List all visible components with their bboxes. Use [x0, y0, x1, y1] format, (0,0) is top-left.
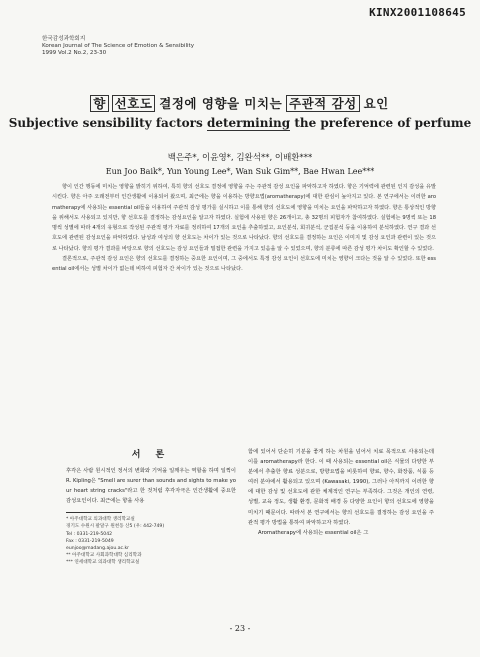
- title-english: [0, 116, 480, 130]
- footnote-affiliation-3: *** 연세대학교 의과대학 생리학교실: [66, 559, 140, 565]
- journal-english-name: Korean Journal of The Science of Emotion & Sensibility: [42, 43, 195, 50]
- journal-korean-name: 한국감성과학회지: [42, 36, 86, 42]
- intro-right-paragraph-2: Aromatherapy에 사용되는 essential oil은 그: [258, 529, 369, 536]
- footnote-email: eunjoo@madang.ajou.ac.kr: [66, 545, 130, 551]
- intro-left-korean-2: "라고 한 것처럼 후각자극은 인간생활에 중요한 감성요인이다. 최근에는 향을 사용: [66, 488, 237, 505]
- journal-issue: 1999 Vol.2 No.2, 23-30: [42, 50, 107, 57]
- intro-left-korean-1: 후각은 사람 원시적인 정서의 변화와 기억을 일깨우는 역할을 하며 일찍이 R. Kipling은 ": [66, 468, 236, 485]
- footnote-address: 경기도 수원시 팔달구 원천동 산5 (우: 442-749): [66, 524, 165, 530]
- footnote-affiliation-1: * 아주대학교 의과대학 생리학교실: [66, 517, 135, 523]
- footnote-tel: Tel : 0331-219-5042: [66, 531, 113, 537]
- title-ko-part5: 요인: [363, 96, 389, 111]
- abstract-paragraph-1: 향이 인간 행동에 미치는 영향을 밝히기 위하여, 특히 향의 선호도 결정에 영향을 주는 주관적 감성 요인을 파악하고자 하였다. 향은 기억력에 관련된 인지 감성을 유발시킨다. 향은 아주 오래전부터 인간생활에 이용되어 왔으며, 최근에는 향을 이용하는 방향요법(aromatherapy)에 대한 관심이 높아지고 있다. 본 연구에서는 이러한 aromatherapy에 사용되는 essential oil들을 이용하여 주관적 감성 평가를 실시하고 이를 통해 향의 선호도에 영향을 미치는 요인을 파악하고자 하였다. 향은 통상적인 방향을 위해서도 사용되고 있지만, 향 선호도를 결정하는 감성요인을 알고자 하였다. 실험에 사용된 향은 26개이고, 총 32명의 피험자가 참여하였다. 실험에는 9명씩 또는 18명씩 성별에 따라 4개의 유형으로 작성된 주관적 평가 자료를 정리하여 17개의 요인을 추출하였고, 요인분석, 회귀분석, 군집분석 등을 이용하여 분석하였다. 연구 결과 선호도에 관련된 감성요인을 파악하였다. 남성과 여성의 향 선호도는 차이가 있는 것으로 나타났다. 향의 선호도를 결정하는 요인은 이미지 및 감성 요인과 관련이 있는 것으로 나타났다. 향의 평가 결과를 바탕으로 향의 선호도는 감성 요인들과 밀접한 관련을 가지고 있음을 알 수 있었으며, 향의 분류에 따른 감성 평가 차이도 확인할 수 있었다.: [52, 184, 436, 252]
- title-en-part2: determining: [206, 116, 291, 130]
- footnote-fax: Fax : 0331-219-5049: [66, 538, 114, 544]
- left-column: [66, 447, 236, 566]
- footnotes: [66, 516, 236, 566]
- title-ko-part2: 선호도: [114, 96, 153, 111]
- intro-right-paragraph-1: 함에 있어서 단순히 기분을 좋게 하는 차원을 넘어서 치료 목적으로 사용되는데 이를 aromatherapy라 한다. 이 때 사용되는 essential oil은 식물의 다양한 부분에서 추출한 향료 성분으로, 방향요법을 비롯하여 향료, 향수, 화장품, 식품 등 여러 분야에서 활용되고 있으며 (Kawasaki, 1990), 그러나 아직까지 이러한 향에 대한 감성 및 선호도에 관한 체계적인 연구는 부족하다. 그것은 개인의 연령, 성별, 교육 정도, 생활 환경, 문화적 배경 등 다양한 요인이 향의 선호도에 영향을 미치기 때문이다. 따라서 본 연구에서는 향의 선호도를 결정하는 감성 요인을 주관적 평가 방법을 통하여 파악하고자 하였다.: [248, 449, 434, 526]
- section-heading-introduction: 서 론: [131, 450, 171, 460]
- page-number: - 23 -: [229, 624, 251, 633]
- title-ko-part1: 향: [93, 96, 106, 111]
- title-ko-part4: 주관적 감성: [289, 96, 357, 111]
- footnote-affiliation-2: ** 아주대학교 사회과학대학 심리학과: [66, 552, 142, 558]
- title-en-part3: the preference of perfume: [294, 116, 472, 130]
- title-en-part1: Subjective sensibility factors: [8, 116, 203, 130]
- authors-english: Eun Joo Baik*, Yun Young Lee*, Wan Suk Gim**, Bae Hwan Lee***: [105, 167, 375, 176]
- intro-left-paragraph: [66, 466, 236, 506]
- journal-header: [42, 36, 302, 58]
- authors-korean: 백은주*, 이윤영*, 김완석**, 이배환***: [167, 153, 313, 163]
- abstract: [52, 182, 436, 275]
- intro-left-quote: Smell are surer than sounds and sights to make your heart string cracks: [66, 478, 236, 495]
- right-column: [248, 447, 434, 538]
- abstract-paragraph-2: 결론적으로, 주관적 감성 요인은 향의 선호도를 결정하는 중요한 요인이며, 그 중에서도 특정 감성 요인이 선호도에 미치는 영향이 크다는 것을 알 수 있었다. 또한 essential oil에서는 성별 차이가 없는데 비하여 피험자 간 차이가 있는 것으로 나타났다.: [52, 256, 436, 273]
- title-korean: [0, 94, 480, 112]
- document-id: KINX2001108645: [369, 6, 466, 19]
- footnote-divider: [66, 512, 122, 513]
- title-ko-part3: 결정에 영향을 미치는: [159, 96, 283, 111]
